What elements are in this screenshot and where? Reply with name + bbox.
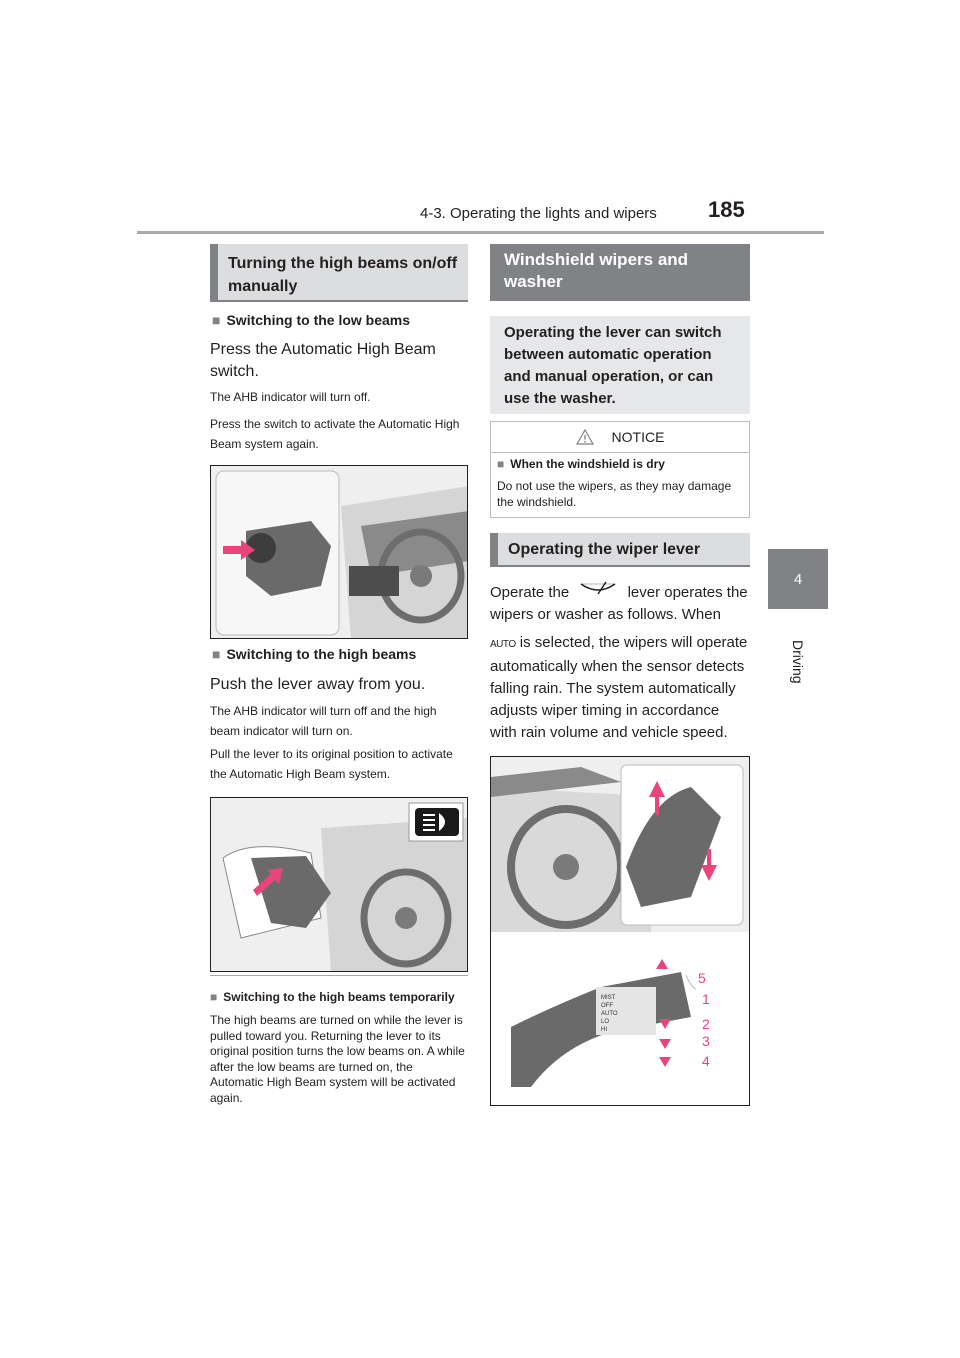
position-label-5: 5	[698, 970, 706, 986]
section-header-high-beams: Turning the high beams on/off manually	[210, 244, 468, 302]
auto-label: AUTO	[490, 639, 516, 650]
figure-ahb-switch	[210, 465, 468, 639]
wiper-lever-illustration	[491, 757, 750, 1106]
header-divider	[137, 231, 824, 234]
lever-marking-mist: MIST	[601, 995, 616, 1001]
lever-instructions-line2: AUTO is selected, the wipers will operate automatically when the sensor detects falling rain. The system automatically adjusts wiper timing in accordance with rain volume and vehicle speed.	[490, 634, 748, 741]
high-beam-indicator-icon	[415, 808, 459, 836]
ahb-switch-illustration	[211, 466, 468, 639]
chapter-number: 4	[793, 570, 803, 588]
section-header-wiper-lever: Operating the wiper lever	[490, 533, 750, 567]
notice-heading: ■ When the windshield is dry	[497, 457, 665, 471]
position-label-2: 2	[702, 1016, 710, 1032]
lever-marking-auto: AUTO	[601, 1011, 618, 1017]
section-intro-wipers: Operating the lever can switch between automatic operation and manual operation, or can use the washer.	[490, 316, 750, 414]
notice-divider	[491, 452, 749, 453]
note-high-beams-2: Pull the lever to its original position to activate the Automatic High Beam system.	[210, 747, 453, 781]
position-label-4: 4	[702, 1053, 710, 1069]
push-lever-illustration	[211, 798, 468, 972]
instruction-low-beams: Press the Automatic High Beam switch.	[210, 341, 436, 380]
note-low-beams-2: Press the switch to activate the Automatic High Beam system again.	[210, 417, 460, 451]
figure-push-lever	[210, 797, 468, 972]
wiper-icon	[577, 580, 619, 600]
lever-marking-off: OFF	[601, 1003, 613, 1009]
notice-box	[490, 421, 750, 518]
lever-instructions-line1: Operate the lever operates the wipers or washer as follows. When	[490, 580, 750, 626]
divider	[210, 975, 468, 976]
notice-text: Do not use the wipers, as they may damage the windshield.	[497, 479, 732, 509]
page-number: 185	[708, 197, 745, 222]
lever-instructions	[490, 580, 750, 744]
text-temporary-high-beams: The high beams are turned on while the lever is pulled toward you. Returning the lever to its original position turns the low beams on. A while after the low beams are turned on, the Automatic High Beam system will be activated again.	[210, 1013, 465, 1105]
figure-wiper-lever	[490, 756, 750, 1106]
note-high-beams-1: The AHB indicator will turn off and the high beam indicator will turn on.	[210, 704, 437, 738]
position-label-3: 3	[702, 1033, 710, 1049]
notice-header	[491, 422, 749, 452]
position-label-1: 1	[702, 991, 710, 1007]
warning-triangle-icon	[576, 429, 594, 445]
subheading-low-beams: ■ Switching to the low beams	[212, 312, 411, 328]
instruction-high-beams: Push the lever away from you.	[210, 676, 426, 693]
notice-label: NOTICE	[611, 429, 665, 445]
chapter-label: Driving	[790, 640, 806, 684]
subheading-temporary-high-beams: ■ Switching to the high beams temporarily	[210, 990, 455, 1004]
note-low-beams-1: The AHB indicator will turn off.	[210, 390, 371, 404]
section-header-wipers: Windshield wipers and washer	[490, 244, 750, 301]
running-header-title: 4-3. Operating the lights and wipers	[420, 205, 657, 222]
chapter-tab	[768, 549, 828, 609]
subheading-high-beams: ■ Switching to the high beams	[212, 646, 417, 662]
lever-marking-lo: LO	[601, 1019, 610, 1025]
lever-marking-hi: HI	[601, 1027, 607, 1033]
